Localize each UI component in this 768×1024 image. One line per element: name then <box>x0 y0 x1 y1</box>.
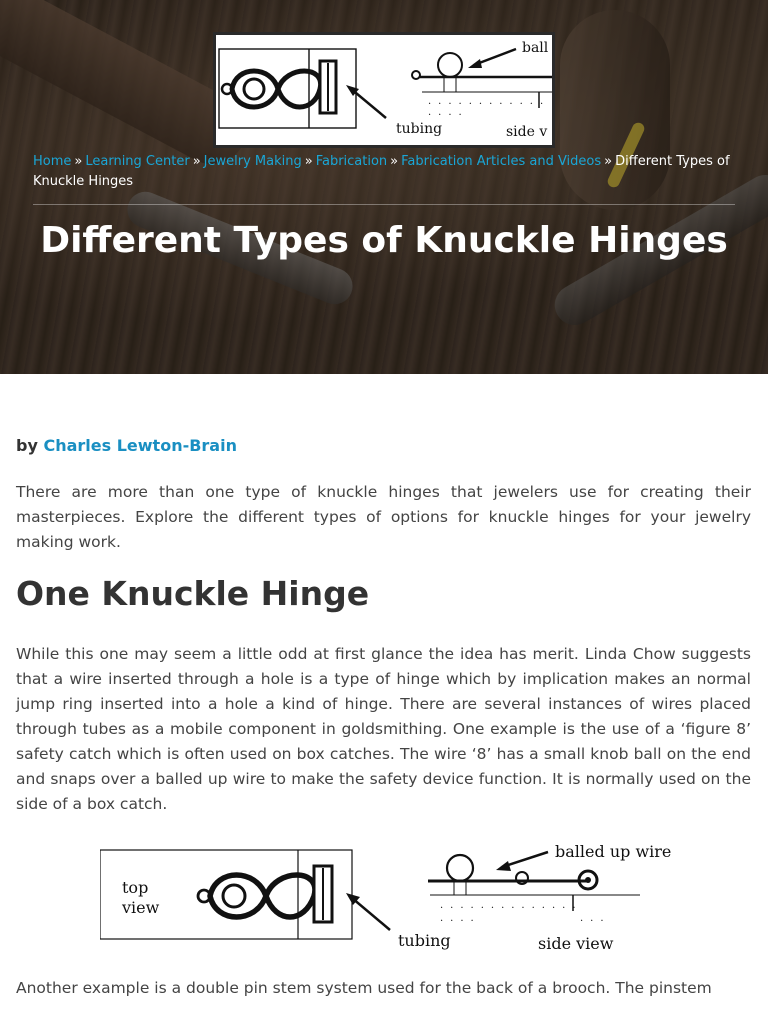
figure-label-balled: balled up wire <box>555 842 672 861</box>
hero-hinge-diagram[interactable] <box>213 32 555 148</box>
hero-banner <box>0 0 768 374</box>
section-heading: One Knuckle Hinge <box>16 574 370 613</box>
breadcrumb <box>33 152 735 192</box>
section-paragraph: While this one may seem a little odd at first glance the idea has merit. Linda Chow suggests that a wire inserted through a hole is a type of hinge which by implication makes an normal jump ring inserted into a hole a kind of hinge. There are several instances of wires placed through tubes as a mobile component in goldsmithing. One example is the use of a ‘figure 8’ safety catch which is often used on box catches. The wire ‘8’ has a small knob ball on the end and snaps over a balled up wire to make the safety device function. It is normally used on the side of a box catch. <box>16 645 751 813</box>
side-dots: ............ <box>428 96 551 107</box>
figure-side-dots: .... <box>440 913 481 924</box>
figure-ball-circle <box>447 855 473 881</box>
figure-ball-arrowhead <box>496 861 511 871</box>
figure-tubing-arrow <box>352 898 390 930</box>
figure-label-tubing: tubing <box>398 931 451 950</box>
figure-side-dots: ... <box>580 913 611 924</box>
breadcrumb-current: Different Types of Knuckle Hinges <box>33 154 730 189</box>
ball-arrowhead <box>468 59 482 68</box>
breadcrumb-separator: » <box>74 154 83 169</box>
hinge-figure-svg <box>100 840 672 954</box>
figure-side-dots: .............. <box>440 900 583 911</box>
breadcrumb-fabrication-articles[interactable]: Fabrication Articles and Videos <box>401 154 602 169</box>
page-title: Different Types of Knuckle Hinges <box>40 220 728 261</box>
hero-label-side: side v <box>506 124 548 140</box>
side-dots: .... <box>428 107 469 118</box>
breadcrumb-learning-center[interactable]: Learning Center <box>85 154 190 169</box>
side-knob <box>412 71 420 79</box>
breadcrumb-separator: » <box>304 154 313 169</box>
breadcrumb-separator: » <box>390 154 399 169</box>
breadcrumb-home[interactable]: Home <box>33 154 72 169</box>
figure-balled-end-center <box>585 877 591 883</box>
figure-label-view: view <box>122 898 160 917</box>
breadcrumb-separator: » <box>192 154 201 169</box>
hero-label-ball: ball <box>522 40 549 56</box>
intro-paragraph: There are more than one type of knuckle hinges that jewelers use for creating their masterpieces. Explore the different types of options for knuckle hinges for your jewelry making work. <box>16 483 751 551</box>
hero-diagram-svg <box>216 35 552 145</box>
byline <box>16 436 237 455</box>
figure-label-top: top <box>122 878 149 897</box>
ball-circle <box>438 53 462 77</box>
breadcrumb-separator: » <box>604 154 613 169</box>
byline-prefix: by <box>16 436 38 455</box>
figure8-loop <box>223 885 245 907</box>
hinge-figure[interactable] <box>100 840 672 954</box>
figure8-loop <box>244 79 264 99</box>
breadcrumb-jewelry-making[interactable]: Jewelry Making <box>203 154 302 169</box>
breadcrumb-divider <box>33 204 735 205</box>
figure8-wire <box>210 875 315 917</box>
author-link[interactable]: Charles Lewton-Brain <box>43 436 237 455</box>
next-paragraph: Another example is a double pin stem system used for the back of a brooch. The pinstem <box>16 979 712 997</box>
figure-label-side: side view <box>538 934 614 953</box>
breadcrumb-fabrication[interactable]: Fabrication <box>315 154 388 169</box>
hero-label-tubing: tubing <box>396 121 443 137</box>
